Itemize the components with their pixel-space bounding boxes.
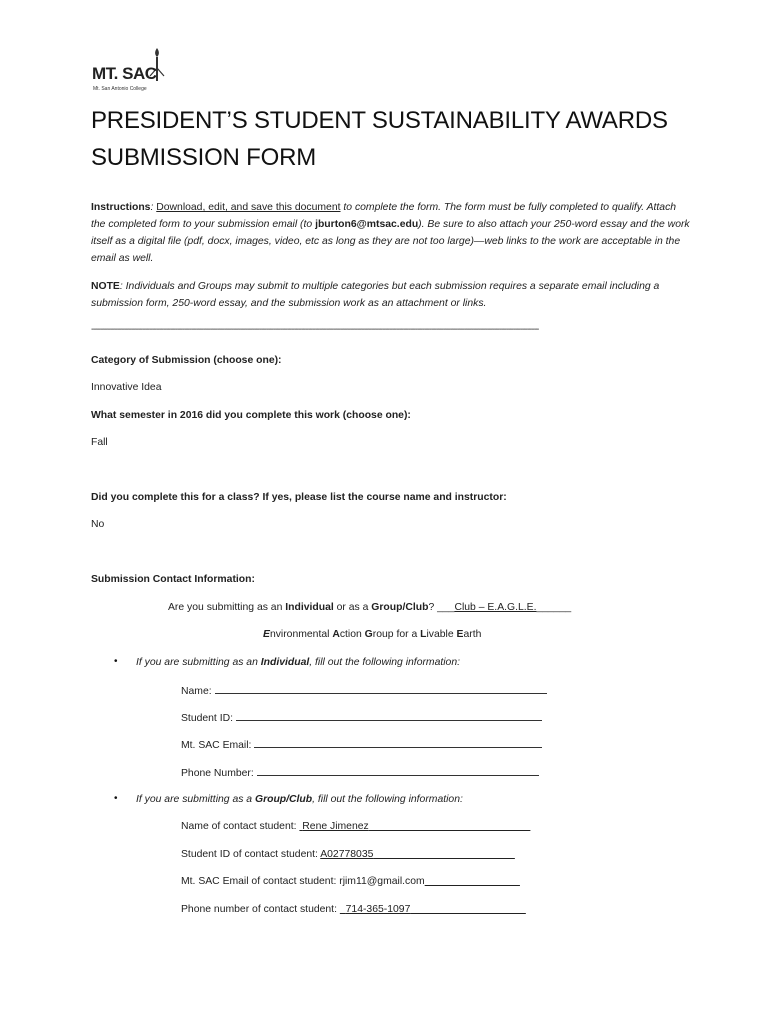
individual-instruction-pre: If you are submitting as an — [136, 657, 261, 668]
acronym-word: nvironmental — [269, 629, 333, 640]
acronym-letter: E — [456, 629, 464, 640]
acronym-letter: E — [263, 629, 270, 640]
category-question: Category of Submission (choose one): — [91, 355, 282, 366]
acronym-word: arth — [463, 629, 482, 640]
field-label: Student ID of contact student: — [181, 849, 321, 860]
instructions-email[interactable]: jburton6@mtsac.edu — [315, 219, 419, 230]
individual-id-field — [181, 710, 542, 726]
page-title — [91, 102, 691, 176]
note-text: : Individuals and Groups may submit to multiple categories but each submission requires a separate email including a submission form, 250-word essay, and the submission work as an attachment or links. — [91, 281, 660, 309]
acronym-letter: A — [332, 629, 340, 640]
contact-name-value[interactable] — [299, 821, 530, 832]
individual-name-field — [181, 683, 547, 699]
acronym-word: ction — [339, 629, 365, 640]
note-paragraph — [91, 278, 691, 312]
submitter-type-question — [168, 601, 571, 615]
individual-instruction — [136, 656, 460, 670]
divider: ------------------------------------------------------------------------------------------------------------------------------------------------------------------------------------------------ — [91, 324, 539, 335]
student-id-input[interactable] — [236, 710, 542, 721]
contact-name-text: Rene Jimenez — [302, 821, 369, 832]
mtsac-logo — [92, 46, 172, 98]
question-group: Group/Club — [371, 602, 429, 613]
contact-id-text: A02778035 — [320, 849, 374, 860]
individual-instruction-bold: Individual — [260, 657, 310, 668]
group-email-field — [181, 875, 520, 889]
bullet-icon: • — [114, 793, 118, 804]
acronym-word: ivable — [426, 629, 457, 640]
note-label: NOTE — [91, 281, 120, 292]
category-answer[interactable]: Innovative Idea — [91, 382, 162, 393]
individual-email-field — [181, 737, 542, 753]
acronym-letter: G — [364, 629, 373, 640]
class-answer[interactable]: No — [91, 519, 105, 530]
instructions-text-2: ). Be sure to also attach your 250-word essay and the work itself as a digital file (pdf, docx, images, video, etc as long as they are not too large)—web links to the work are acceptable in the email as well. — [91, 219, 690, 264]
class-question: Did you complete this for a class? If yes, please list the course name and instructor: — [91, 492, 507, 503]
group-id-field — [181, 848, 515, 862]
contact-phone-text: 714-365-1097 — [345, 904, 411, 915]
contact-id-value[interactable] — [320, 849, 515, 860]
group-phone-field — [181, 903, 526, 917]
instructions-text-1: to complete the form. The form must be fully completed to qualify. Attach the completed form to your submission email (to — [91, 202, 677, 230]
contact-email-value[interactable]: rjim11@gmail.com — [339, 876, 425, 887]
field-label: Name of contact student: — [181, 821, 300, 832]
field-label: Mt. SAC Email of contact student: — [181, 876, 340, 887]
download-link[interactable]: Download, edit, and save this document — [156, 202, 341, 213]
field-label: Name: — [181, 686, 215, 697]
instructions-paragraph: Instructions: Download, edit, and save this document to complete the form. The form must be fully completed to qualify. Attach the completed form to your submission email (to jburton6@mtsac.edu). Be sure to also attach your 250-word essay and the work itself as a digital file (pdf, docx, images, video, etc as long as they are not too large)—web links to the work are acceptable in the email as well. — [91, 202, 690, 264]
group-name-field — [181, 820, 530, 834]
contact-heading: Submission Contact Information: — [91, 574, 255, 585]
field-label: Phone Number: — [181, 768, 257, 779]
individual-instruction-post: , fill out the following information: — [309, 657, 461, 668]
field-label: Phone number of contact student: — [181, 904, 340, 915]
group-instruction — [136, 793, 463, 807]
field-label: Student ID: — [181, 713, 236, 724]
instructions-label: Instructions — [91, 202, 151, 213]
acronym-letter: L — [420, 629, 427, 640]
field-label: Mt. SAC Email: — [181, 740, 255, 751]
group-acronym — [263, 628, 481, 642]
semester-answer[interactable]: Fall — [91, 437, 108, 448]
contact-phone-value[interactable] — [340, 904, 526, 915]
question-text-mid: or as a — [333, 602, 372, 613]
submitter-type-answer[interactable]: Club – E.A.G.L.E. — [454, 602, 537, 613]
logo-name: MT. SAC — [92, 64, 157, 83]
title-line-2: SUBMISSION FORM — [91, 144, 317, 171]
logo-subtitle: Mt. San Antonio College — [93, 86, 147, 92]
bullet-icon: • — [114, 656, 118, 667]
question-tail: ______ — [536, 602, 572, 613]
title-line-1: PRESIDENT’S STUDENT SUSTAINABILITY AWARDS — [91, 107, 668, 134]
semester-question: What semester in 2016 did you complete this work (choose one): — [91, 410, 411, 421]
group-instruction-pre: If you are submitting as a — [136, 794, 255, 805]
individual-phone-field — [181, 765, 539, 781]
group-instruction-post: , fill out the following information: — [312, 794, 463, 805]
name-input[interactable] — [215, 683, 547, 694]
email-input[interactable] — [254, 737, 542, 748]
question-text-post: ? ___ — [428, 602, 455, 613]
question-text-pre: Are you submitting as an — [168, 602, 286, 613]
question-individual: Individual — [285, 602, 334, 613]
email-trailing-line — [425, 876, 520, 887]
phone-input[interactable] — [257, 765, 539, 776]
group-instruction-bold: Group/Club — [254, 794, 313, 805]
acronym-word: roup for a — [372, 629, 421, 640]
